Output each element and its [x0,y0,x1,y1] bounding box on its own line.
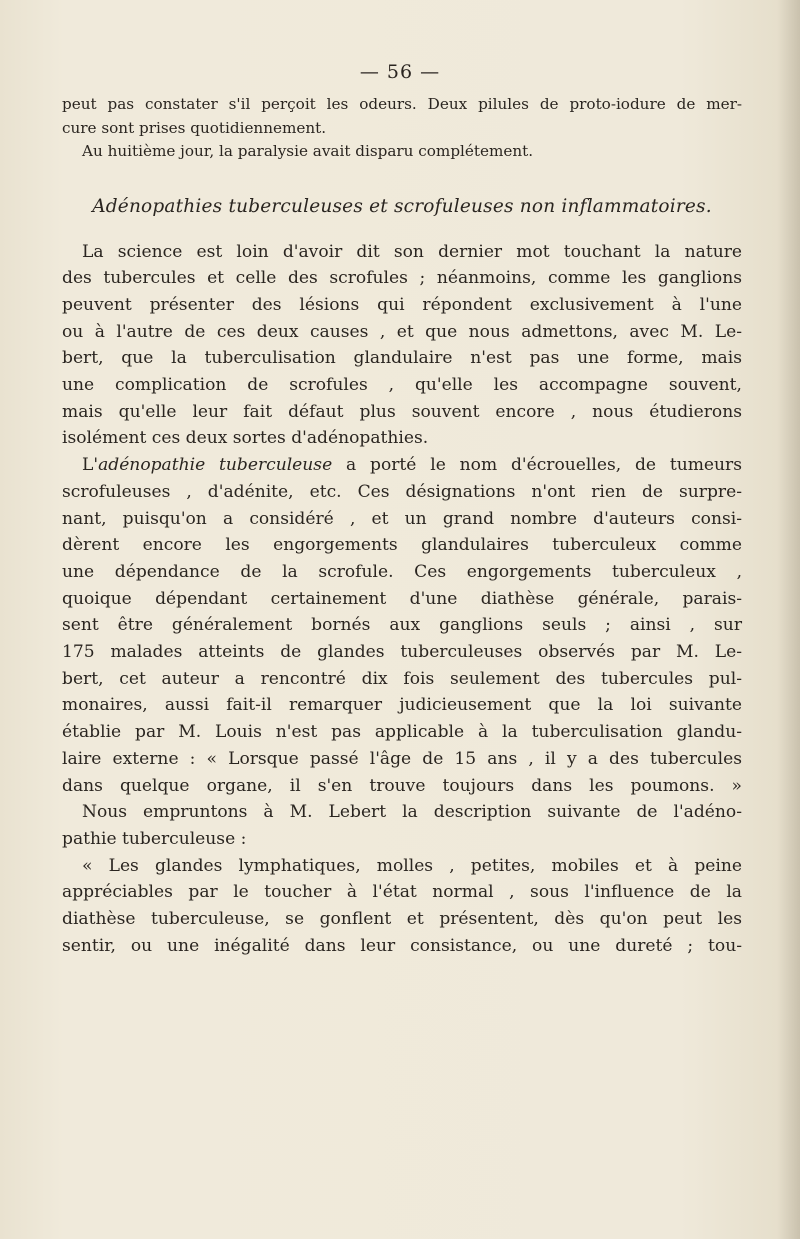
paragraph-lebert [62,799,742,852]
text-line: Nous empruntons à M. Lebert la description suivante de l'adéno- [82,802,742,823]
text-line: La science est loin d'avoir dit son dernier mot touchant la nature [82,241,742,262]
text-line: dèrent encore les engorgements glandulaires tuberculeux comme [62,535,742,556]
text-line: une dépendance de la scrofule. Ces engorgements tuberculeux , [62,561,742,582]
text-line: « Les glandes lymphatiques, molles , petites, mobiles et à peine [82,855,742,876]
text-line: dans quelque organe, il s'en trouve toujours dans les poumons. » [62,775,742,796]
paragraph-adenopathie [62,452,742,799]
text-line: quoique dépendant certainement d'une diathèse générale, parais- [62,588,742,609]
line-rest: a porté le nom d'écrouelles, de tumeurs [332,455,742,476]
page-number: — 56 — [359,61,441,83]
intro-text [62,93,742,164]
text-line: scrofuleuses , d'adénite, etc. Ces désignations n'ont rien de surpre- [62,481,742,502]
text-line: isolément ces deux sortes d'adénopathies. [62,428,429,449]
text-line: peuvent présenter des lésions qui répondent exclusivement à l'une [62,294,742,315]
text-line: ou à l'autre de ces deux causes , et que nous admettons, avec M. Le- [62,321,742,342]
paragraph-quotation [62,853,742,960]
page-body [62,93,742,959]
text-line: bert, que la tuberculisation glandulaire n'est pas une forme, mais [62,348,742,369]
article-text: L' [82,455,99,476]
text-line: établie par M. Louis n'est pas applicable à la tuberculisation glandu- [62,722,742,743]
text-line: nant, puisqu'on a considéré , et un grand nombre d'auteurs consi- [62,508,742,529]
text-line: mais qu'elle leur fait défaut plus souvent encore , nous étudierons [62,401,742,422]
text-line: appréciables par le toucher à l'état normal , sous l'influence de la [62,882,742,903]
text-line: laire externe : « Lorsque passé l'âge de 15 ans , il y a des tubercules [62,748,742,769]
text-line: bert, cet auteur a rencontré dix fois seulement des tubercules pul- [62,668,742,689]
section-heading: Adénopathies tuberculeuses et scrofuleuses non inflammatoires. [92,195,712,217]
text-line: cure sont prises quotidiennement. [62,118,327,137]
text-line: peut pas constater s'il perçoit les odeurs. Deux pilules de proto-iodure de mer- [62,95,742,113]
text-line: sentir, ou une inégalité dans leur consistance, ou une dureté ; tou- [62,935,742,956]
page-edge-shadow [778,0,800,1239]
text-line [62,452,742,479]
text-line: sent être généralement bornés aux ganglions seuls ; ainsi , sur [62,615,742,636]
text-line: monaires, aussi fait-il remarquer judicieusement que la loi suivante [62,695,742,716]
text-line: diathèse tuberculeuse, se gonflent et présentent, dès qu'on peut les [62,909,742,930]
text-line: 175 malades atteints de glandes tuberculeuses observés par M. Le- [62,642,742,663]
text-line: Au huitième jour, la paralysie avait disparu complétement. [82,142,534,160]
paragraph-science [62,239,742,453]
italic-term: adénopathie tuberculeuse [98,455,333,476]
text-line: une complication de scrofules , qu'elle les accompagne souvent, [62,375,742,396]
text-line: pathie tuberculeuse : [62,828,247,849]
text-line: des tubercules et celle des scrofules ; néanmoins, comme les ganglions [62,268,742,289]
